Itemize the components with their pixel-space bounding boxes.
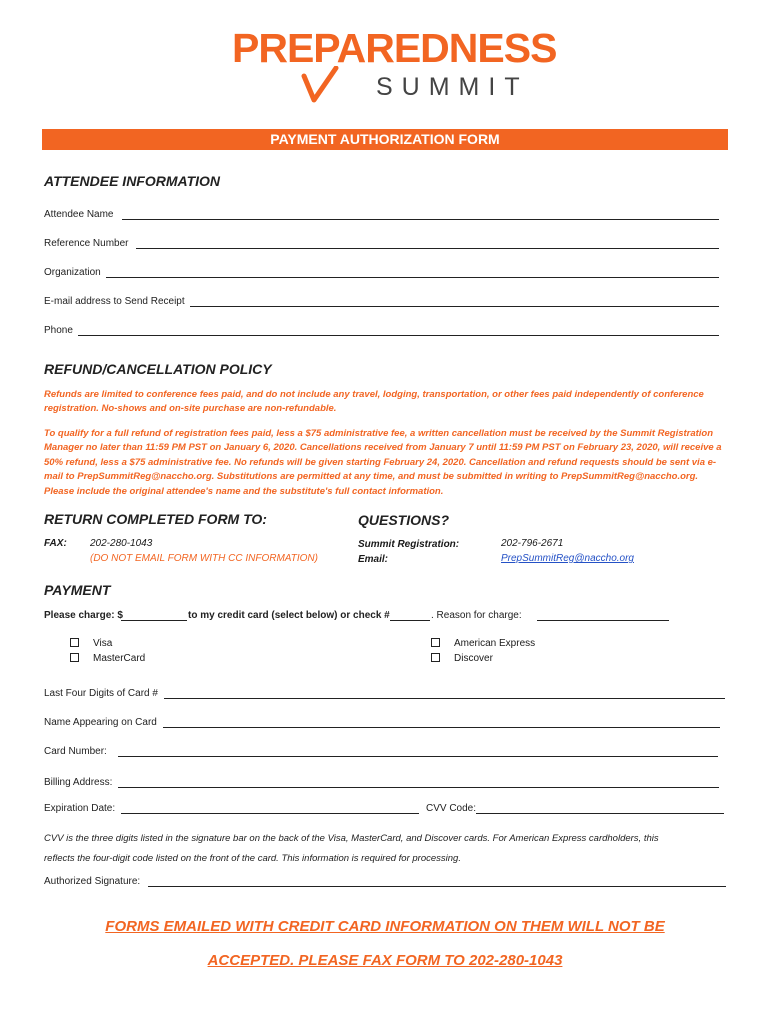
authorized-signature-field[interactable] (148, 886, 726, 887)
registration-phone: 202-796-2671 (501, 538, 564, 549)
charge-amount-label: Please charge: $ (44, 610, 123, 621)
check-number-field[interactable] (390, 620, 430, 621)
summit-registration-label: Summit Registration: (358, 539, 460, 550)
billing-address-label: Billing Address: (44, 777, 113, 788)
cvv-code-label: CVV Code: (426, 803, 477, 814)
refund-heading: REFUND/CANCELLATION POLICY (44, 361, 272, 377)
email-label: Email: (358, 554, 389, 565)
billing-address-field[interactable] (118, 787, 719, 788)
charge-method-label: to my credit card (select below) or check # (188, 610, 390, 621)
american-express-checkbox[interactable] (431, 638, 535, 649)
refund-policy-paragraph-1: Refunds are limited to conference fees paid, and do not include any travel, lodging, transportation, or other fees paid independently of conference registration. No-shows and on-site purchase are non-refundable. (44, 389, 704, 415)
reason-for-charge-field[interactable] (537, 620, 669, 621)
mastercard-checkbox[interactable] (70, 653, 145, 664)
organization-label: Organization (44, 267, 101, 278)
attendee-name-label: Attendee Name (44, 209, 114, 220)
questions-heading: QUESTIONS? (358, 512, 450, 528)
phone-label: Phone (44, 325, 73, 336)
discover-checkbox[interactable] (431, 653, 493, 664)
name-on-card-label: Name Appearing on Card (44, 717, 157, 728)
expiration-date-label: Expiration Date: (44, 803, 116, 814)
discover-label: Discover (454, 653, 493, 664)
checkbox-icon (431, 638, 440, 647)
cvv-code-field[interactable] (476, 813, 724, 814)
refund-policy-paragraph-2: To qualify for a full refund of registration fees paid, less a $75 administrative fee, a written cancellation must be received by the Summit Registration Manager no later than 11:59 PM PST on January 6, 2020. Cancellations received from January 7 until 11:59 PM PST on February 23, 2020, will receive a 50% refund, less a $75 administrative fee. No refunds will be given starting February 24, 2020. Cancellation and refund requests should be sent via e-mail to PrepSummitReg@naccho.org. Substitutions are permitted at any time, and must be submitted in writing to PrepSummitReg@naccho.org. Please include the original attendee's name and the substitute's full contact information. (44, 428, 722, 497)
logo-word-orange: PREPAREDNESS (232, 25, 557, 71)
authorized-signature-label: Authorized Signature: (44, 876, 141, 887)
phone-field[interactable] (78, 335, 719, 336)
return-form-heading: RETURN COMPLETED FORM TO: (44, 511, 267, 527)
organization-field[interactable] (106, 277, 719, 278)
card-number-field[interactable] (118, 756, 718, 757)
last-four-digits-label: Last Four Digits of Card # (44, 688, 158, 699)
warning-line-2: ACCEPTED. PLEASE FAX FORM TO 202-280-1043 (207, 952, 563, 969)
reference-number-label: Reference Number (44, 238, 129, 249)
fax-number: 202-280-1043 (90, 538, 153, 549)
visa-checkbox[interactable] (70, 638, 112, 649)
name-on-card-field[interactable] (163, 727, 720, 728)
payment-heading: PAYMENT (44, 582, 111, 598)
attendee-name-field[interactable] (122, 219, 719, 220)
american-express-label: American Express (454, 638, 536, 649)
reference-number-field[interactable] (136, 248, 719, 249)
visa-label: Visa (93, 638, 113, 649)
form-title-bar: PAYMENT AUTHORIZATION FORM (42, 129, 728, 150)
reason-for-charge-label: . Reason for charge: (431, 610, 522, 621)
warning-line-1: FORMS EMAILED WITH CREDIT CARD INFORMATION ON THEM WILL NOT BE (105, 918, 665, 935)
fax-label: FAX: (44, 538, 67, 549)
preparedness-summit-logo (232, 25, 557, 108)
attendee-heading: ATTENDEE INFORMATION (44, 173, 221, 189)
last-four-digits-field[interactable] (164, 698, 725, 699)
checkbox-icon (70, 653, 79, 662)
fax-note: (DO NOT EMAIL FORM WITH CC INFORMATION) (90, 553, 318, 564)
card-number-label: Card Number: (44, 746, 107, 757)
checkbox-icon (70, 638, 79, 647)
checkmark-icon (300, 66, 340, 106)
cvv-note-line-2: reflects the four-digit code listed on the front of the card. This information is required for processing. (44, 853, 461, 864)
registration-email-link[interactable]: PrepSummitReg@naccho.org (501, 553, 634, 564)
mastercard-label: MasterCard (93, 653, 146, 664)
email-receipt-label: E-mail address to Send Receipt (44, 296, 185, 307)
checkbox-icon (431, 653, 440, 662)
expiration-date-field[interactable] (121, 813, 419, 814)
charge-amount-field[interactable] (121, 620, 187, 621)
cvv-note-line-1: CVV is the three digits listed in the signature bar on the back of the Visa, MasterCard, and Discover cards. For American Express cardholders, this (44, 833, 659, 844)
logo-subtitle: SUMMIT (376, 73, 529, 101)
email-receipt-field[interactable] (190, 306, 719, 307)
